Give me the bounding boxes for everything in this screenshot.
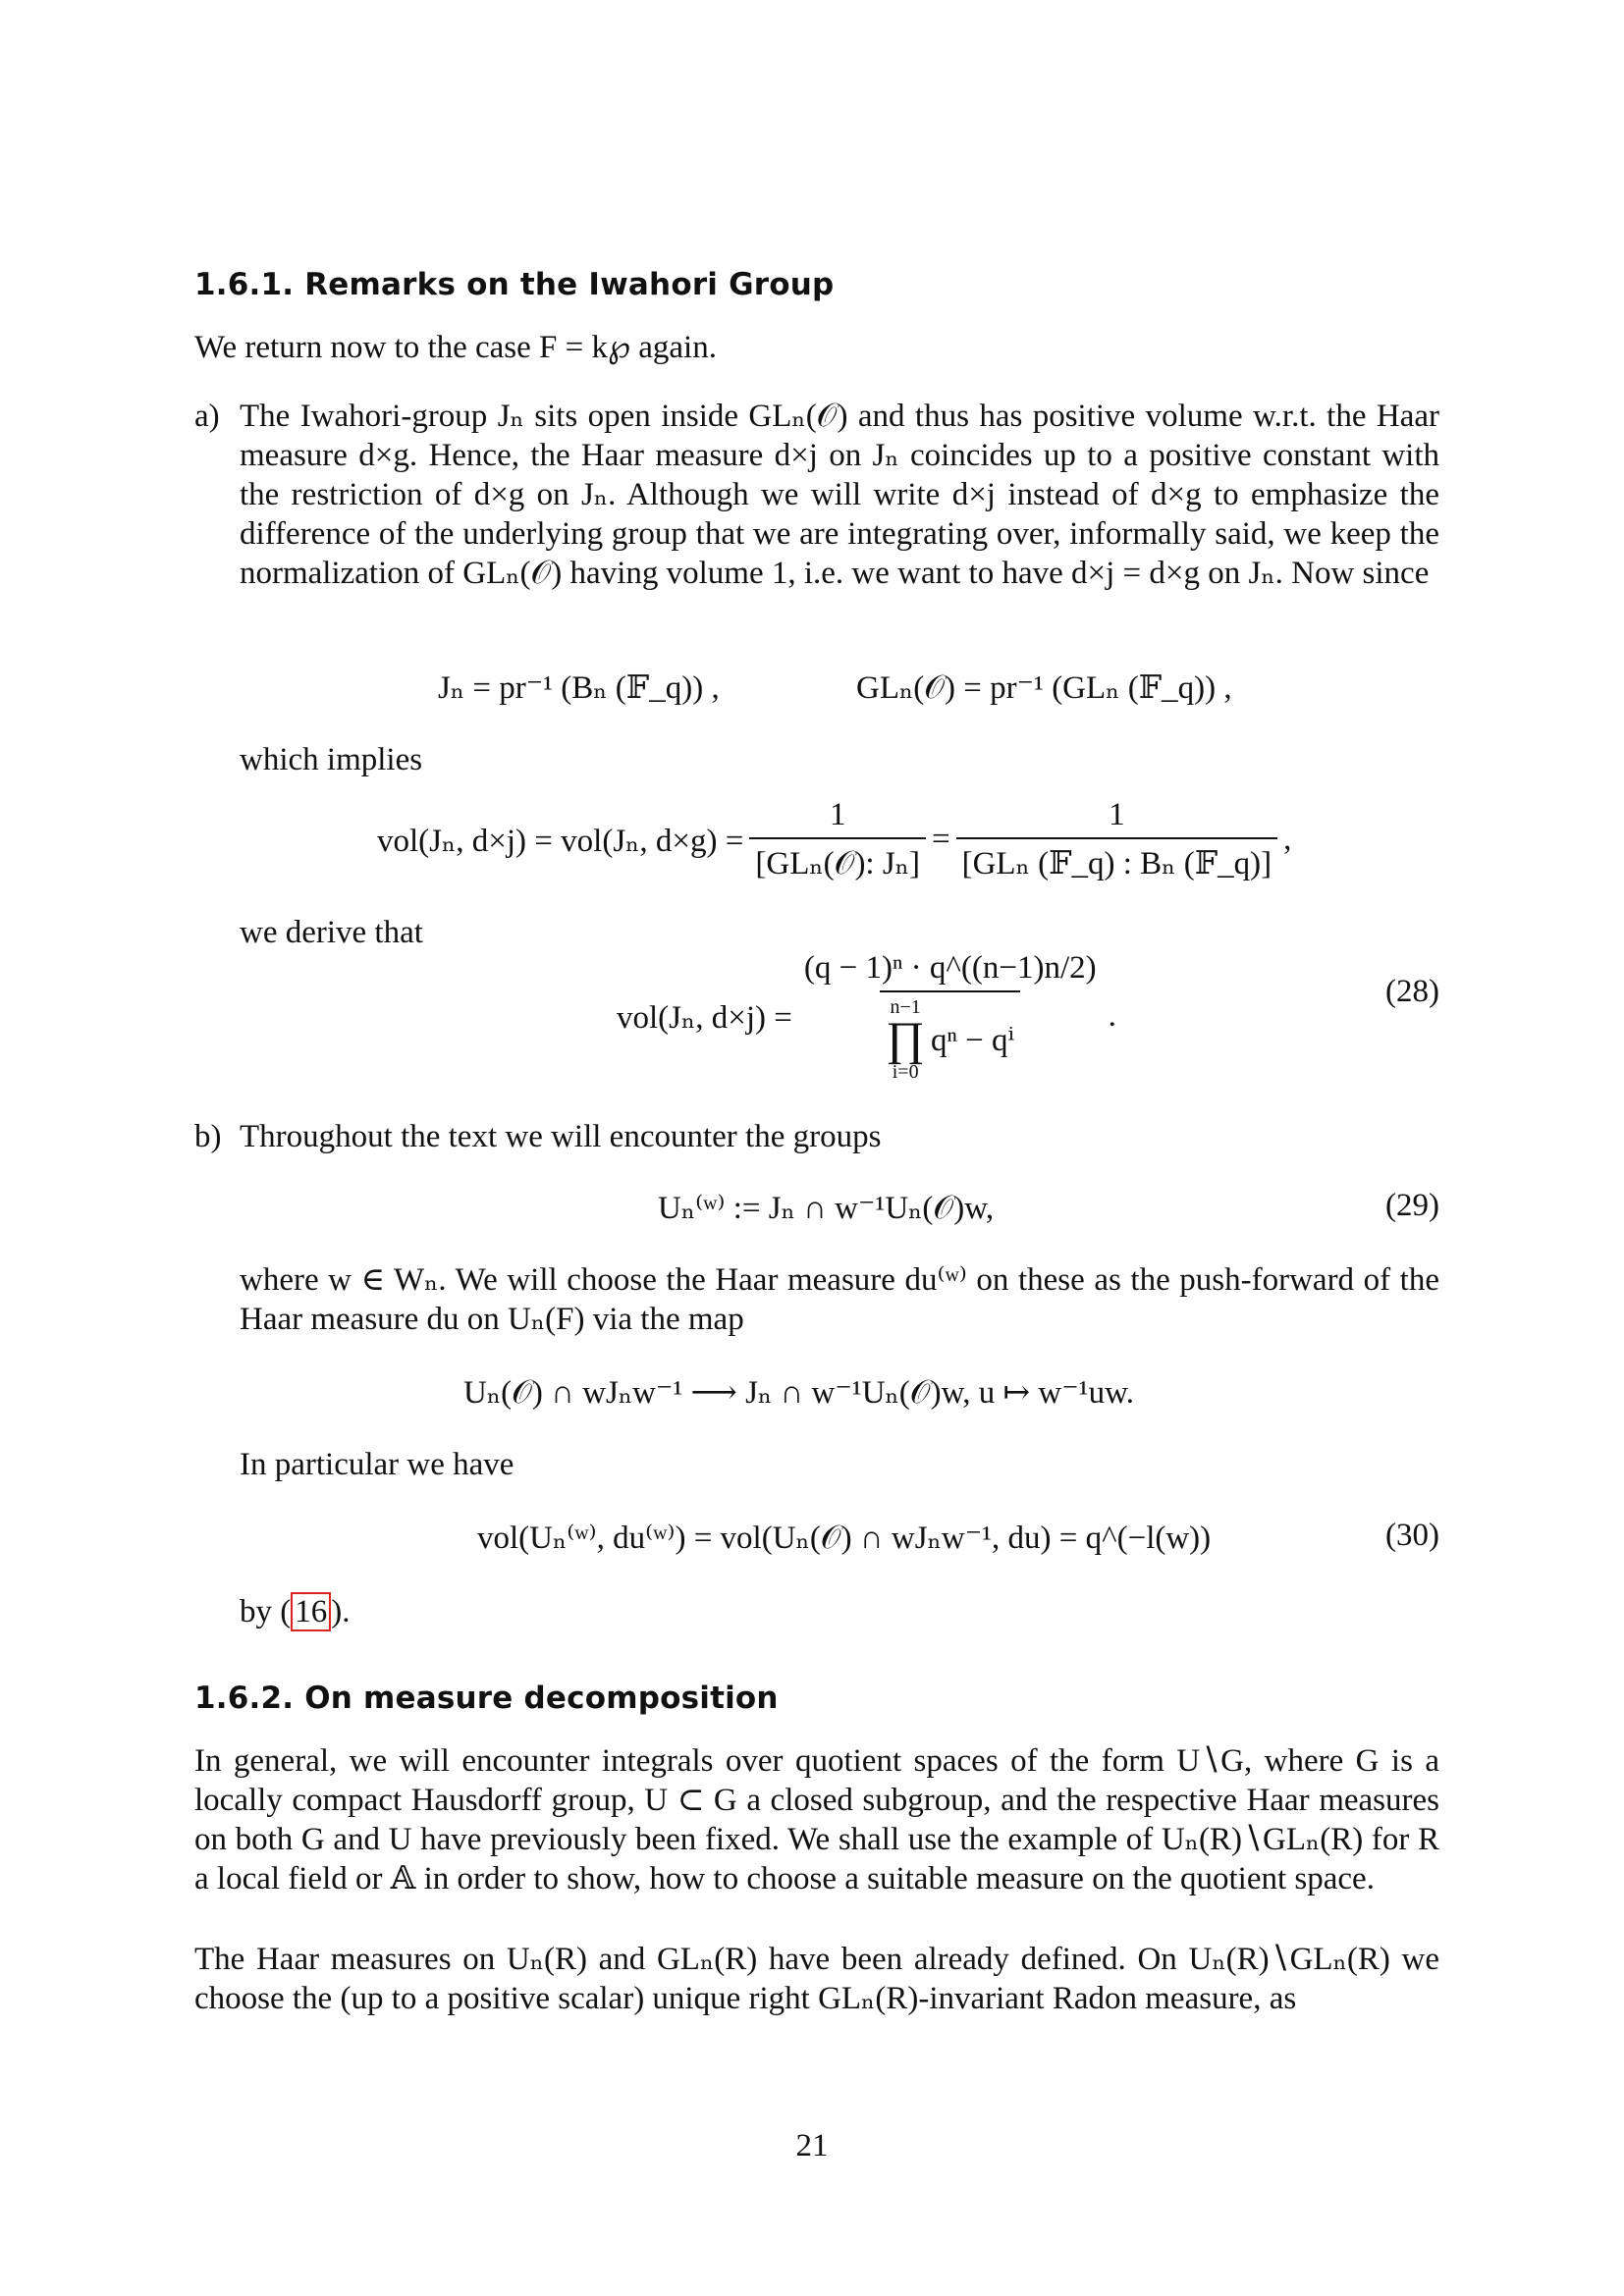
section-heading-1-6-2: 1.6.2. On measure decomposition [194,1681,779,1716]
item-b-label: b) [194,1119,222,1154]
reference-link-16[interactable]: 16 [291,1592,331,1631]
item-b-paragraph: where w ∈ Wₙ. We will choose the Haar measure du⁽ʷ⁾ on these as the push-forward of the Haar measure du on Uₙ(F) via the map [240,1262,1439,1337]
equation-number-28: (28) [1385,974,1439,1009]
which-implies-text: which implies [240,742,423,777]
volume-equation [377,797,1291,882]
equation-gln-preimage: GLₙ(𝒪) = pr⁻¹ (GLₙ (𝔽_q)) , [856,670,1232,706]
we-derive-text: we derive that [240,915,423,950]
item-a-paragraph: The Iwahori-group Jₙ sits open inside GLₙ(𝒪) and thus has positive volume w.r.t. the Haar measure d×g. Hence, the Haar measure d×j on Jₙ coincides up to a positive constant with the restriction of d×g on Jₙ. Although we will write d×j instead of d×g to emphasize the difference of the underlying group that we are integrating over, informally said, we keep the normalization of GLₙ(𝒪) having volume 1, i.e. we want to have d×j = d×g on Jₙ. Now since [240,399,1439,591]
map-equation: Uₙ(𝒪) ∩ wJₙw⁻¹ ⟶ Jₙ ∩ w⁻¹Uₙ(𝒪)w, u ↦ w⁻¹uw. [463,1375,1135,1411]
equation-28-fraction [798,950,1103,1083]
index-fraction-1 [749,797,926,882]
equation-28-denominator [880,990,1020,1083]
equation-29: Uₙ⁽ʷ⁾ := Jₙ ∩ w⁻¹Uₙ(𝒪)w, [658,1191,995,1226]
intro-text: We return now to the case F = k℘ again. [194,330,717,365]
section-heading-1-6-1: 1.6.1. Remarks on the Iwahori Group [194,267,835,302]
fraction-2-numerator: 1 [1109,797,1125,832]
measure-decomposition-paragraph-2: The Haar measures on Uₙ(R) and GLₙ(R) have been already defined. On Uₙ(R)∖GLₙ(R) we choose the (up to a positive scalar) unique right GLₙ(R)-invariant Radon measure, as [194,1942,1439,2016]
period: . [1108,998,1116,1034]
intro-sentence [194,328,1439,367]
index-fraction-2 [956,797,1278,882]
equation-number-29: (29) [1385,1188,1439,1223]
equation-jn-preimage: Jₙ = pr⁻¹ (Bₙ (𝔽_q)) , [438,670,720,706]
item-a-label: a) [194,399,220,434]
equation-number-30: (30) [1385,1518,1439,1553]
product-upper-limit: n−1 [890,996,921,1018]
by-suffix: ). [331,1594,351,1629]
fraction-1-denominator: [GLₙ(𝒪): Jₙ] [749,837,926,882]
page-number: 21 [795,2128,829,2163]
trailing-comma: , [1283,822,1292,857]
equation-30: vol(Uₙ⁽ʷ⁾, du⁽ʷ⁾) = vol(Uₙ(𝒪) ∩ wJₙw⁻¹, du) = q^(−l(w)) [477,1521,1212,1556]
product-term: qⁿ − qⁱ [930,1023,1015,1058]
item-b-intro: Throughout the text we will encounter the groups [240,1119,882,1154]
by-reference-line [240,1592,632,1631]
volume-equation-lhs: vol(Jₙ, d×j) = vol(Jₙ, d×g) = [377,823,744,859]
product-operator [886,996,925,1083]
fraction-1-numerator: 1 [829,797,846,832]
equation-28 [617,950,1116,1083]
measure-decomposition-paragraph-1: In general, we will encounter integrals over quotient spaces of the form U∖G, where G is a locally compact Hausdorff group, U ⊂ G a closed subgroup, and the respective Haar measures on both G and U have previously been fixed. We shall use the example of Uₙ(R)∖GLₙ(R) for R a local field or 𝔸 in order to show, how to choose a suitable measure on the quotient space. [194,1743,1439,1896]
product-lower-limit: i=0 [892,1061,919,1083]
by-prefix: by ( [240,1594,292,1629]
equals-sign: = [931,822,950,857]
equation-28-lhs: vol(Jₙ, d×j) = [617,999,792,1036]
in-particular-text: In particular we have [240,1447,514,1482]
equation-28-numerator: (q − 1)ⁿ · q^((n−1)n/2) [803,950,1097,986]
fraction-2-denominator: [GLₙ (𝔽_q) : Bₙ (𝔽_q)] [956,837,1278,882]
product-symbol: ∏ [886,1013,925,1065]
